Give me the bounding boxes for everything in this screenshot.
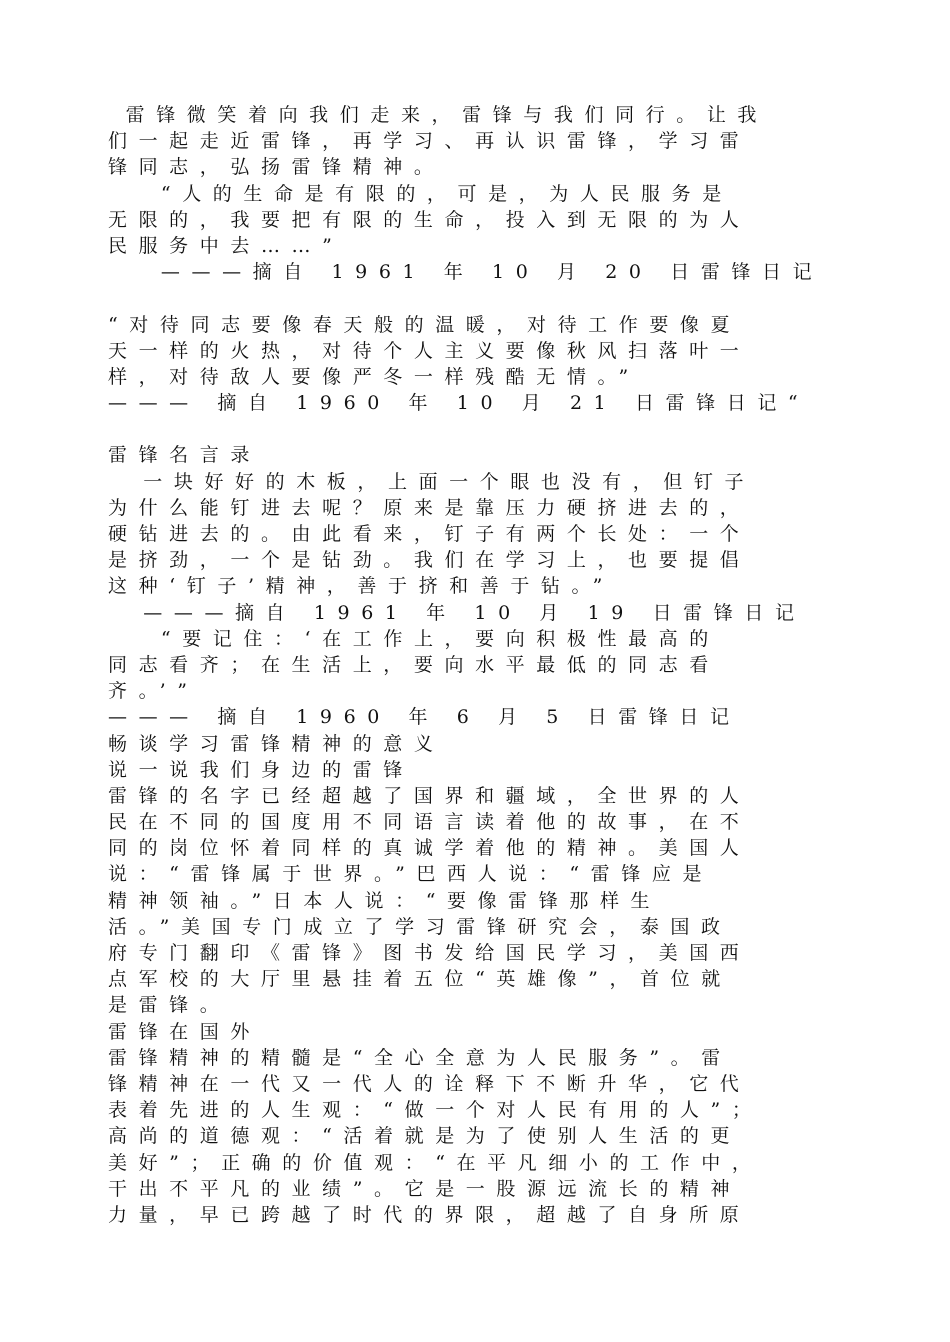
text-line: 力量，早已跨越了时代的界限，超越了自身所原 (108, 1203, 751, 1226)
text-line: 无限的，我要把有限的生命，投入到无限的为人 (108, 208, 751, 231)
section-heading: 畅谈学习雷锋精神的意义 (108, 732, 445, 755)
text-line: 这种‘钉子’精神，善于挤和善于钻。” (108, 575, 614, 598)
text-line: ———摘自 1961 年 10 月 20 日雷锋日记 (108, 261, 824, 284)
text-line: “对待同志要像春天般的温暖，对待工作要像夏 (108, 313, 742, 336)
text-line: 同志看齐；在生活上，要向水平最低的同志看 (108, 653, 720, 676)
text-line: 样，对待敌人要像严冬一样残酷无情。” (108, 365, 640, 388)
text-line: ———摘自 1961 年 10 月 19 日雷锋日记 (108, 601, 806, 624)
text-line: 是雷锋。 (108, 994, 231, 1017)
text-line: 干出不平凡的业绩”。它是一股源远流长的精神 (108, 1177, 742, 1200)
text-line: 民服务中去……” (108, 234, 344, 257)
text-line: 表着先进的人生观：“做一个对人民有用的人”； (108, 1099, 763, 1122)
text-line: ——— 摘自 1960 年 10 月 21 日雷锋日记“ (108, 392, 810, 415)
text-line: 雷锋微笑着向我们走来，雷锋与我们同行。让我 (108, 104, 769, 126)
text-line: 说：“雷锋属于世界。”巴西人说：“雷锋应是 (108, 863, 714, 886)
text-line: 锋精神在一代又一代人的诠释下不断升华，它代 (108, 1072, 751, 1095)
text-line: 雷锋精神的精髓是“全心全意为人民服务”。雷 (108, 1046, 732, 1069)
text-line: “人的生命是有限的，可是，为人民服务是 (108, 182, 733, 205)
section-heading: 雷锋名言录 (108, 444, 261, 467)
text-line: “要记住：‘在工作上，要向积极性最高的 (108, 627, 720, 650)
text-line: 锋同志，弘扬雷锋精神。 (108, 156, 445, 179)
text-line: 天一样的火热，对待个人主义要像秋风扫落叶一 (108, 339, 751, 362)
text-line: 高尚的道德观：“活着就是为了使别人生活的更 (108, 1125, 742, 1148)
text-line: 一块好好的木板，上面一个眼也没有，但钉子 (108, 470, 756, 493)
text-line: 美好”；正确的价值观：“在平凡细小的工作中， (108, 1151, 763, 1174)
text-line: 府专门翻印《雷锋》图书发给国民学习，美国西 (108, 942, 751, 964)
text-line: 雷锋的名字已经超越了国界和疆域，全世界的人 (108, 784, 751, 807)
text-line: 硬钻进去的。由此看来，钉子有两个长处：一个 (108, 523, 751, 545)
blank-line (108, 285, 868, 311)
text-line: 民在不同的国度用不同语言读着他的故事，在不 (108, 811, 751, 834)
text-line: 活。”美国专门成立了学习雷锋研究会，泰国政 (108, 915, 732, 938)
text-line: 为什么能钉进去呢？原来是靠压力硬挤进去的， (108, 496, 751, 519)
text-line: 齐。’” (108, 680, 199, 703)
text-line: 精神领袖。”日本人说：“要像雷锋那样生 (108, 889, 662, 912)
text-line: 点军校的大厅里悬挂着五位“英雄像”，首位就 (108, 968, 732, 991)
text-line: 同的岗位怀着同样的真诚学着他的精神。美国人 (108, 837, 751, 860)
section-heading: 说一说我们身边的雷锋 (108, 758, 414, 781)
section-heading: 雷锋在国外 (108, 1020, 261, 1043)
text-line: 是挤劲，一个是钻劲。我们在学习上，也要提倡 (108, 549, 751, 572)
document-page (108, 102, 868, 1228)
text-line: 们一起走近雷锋，再学习、再认识雷锋，学习雷 (108, 130, 751, 153)
blank-line (108, 416, 868, 442)
text-line: ——— 摘自 1960 年 6 月 5 日雷锋日记 (108, 706, 741, 729)
